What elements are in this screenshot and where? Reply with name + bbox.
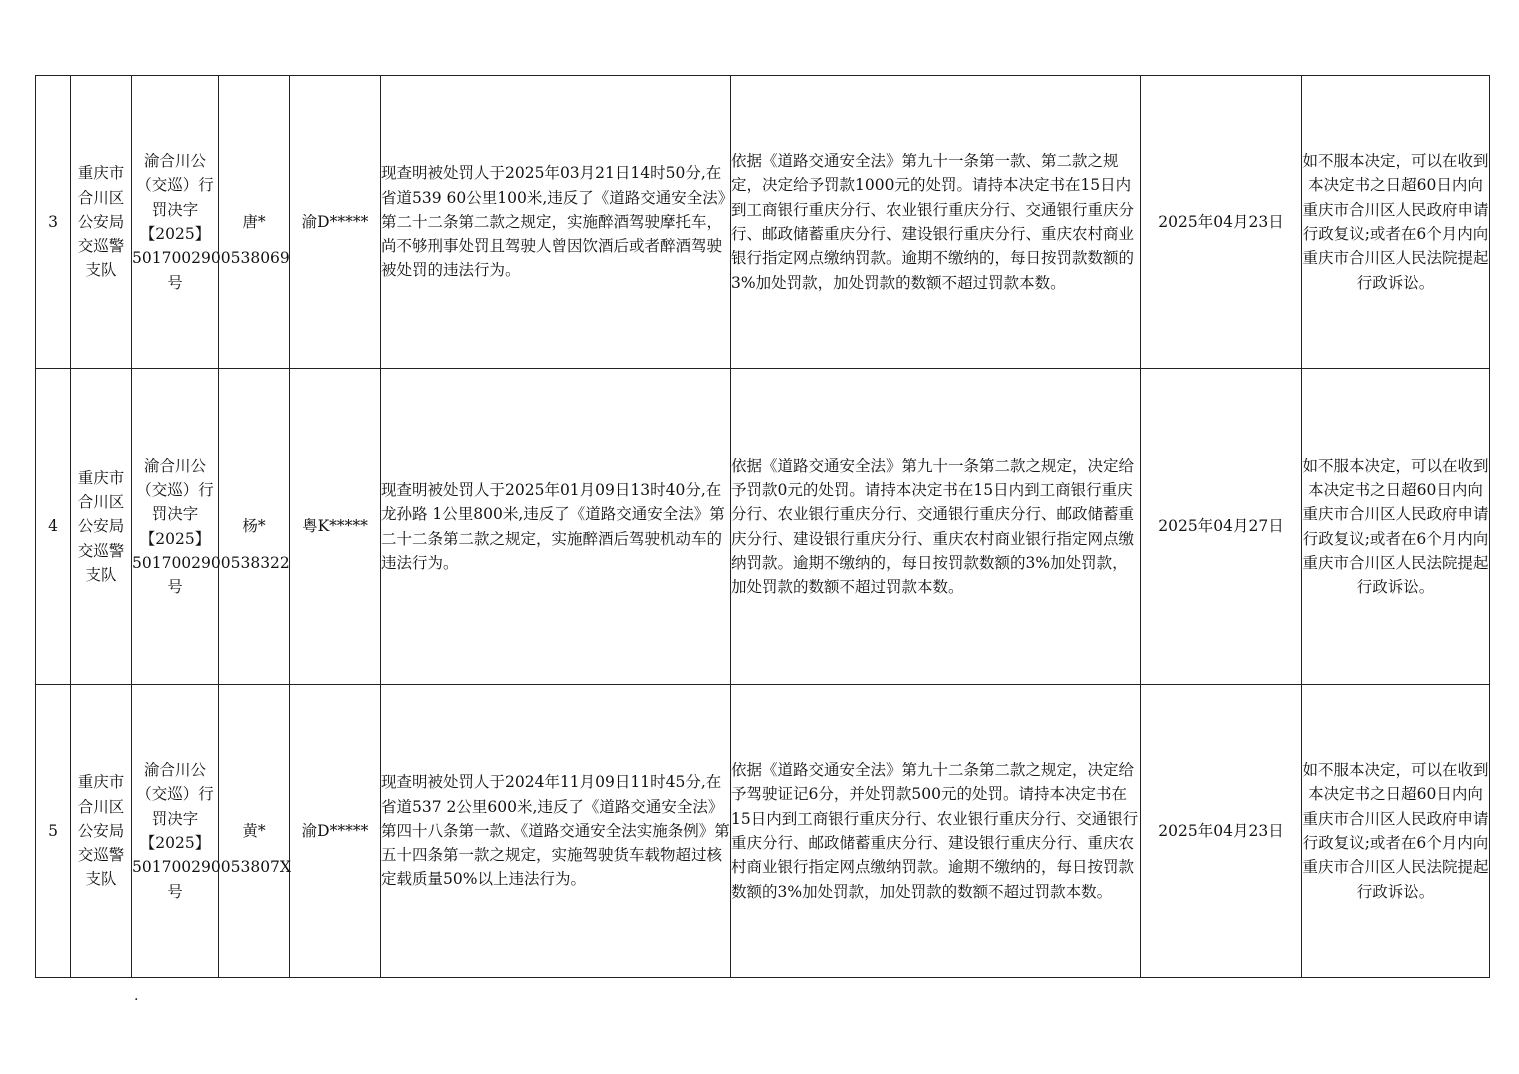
row-index: 5 bbox=[36, 685, 71, 978]
penalty-basis: 依据《道路交通安全法》第九十二条第二款之规定，决定给予驾驶证记6分，并处罚款500元的处罚。请持本决定书在15日内到工商银行重庆分行、农业银行重庆分行、交通银行重庆分行、邮政储蓄重庆分行、建设银行重庆分行、重庆农村商业银行指定网点缴纳罚款。逾期不缴纳的，每日按罚款数额的3%加处罚款，加处罚款的数额不超过罚款本数。 bbox=[731, 685, 1141, 978]
plate-number: 渝D***** bbox=[290, 685, 381, 978]
agency-name: 重庆市合川区公安局交巡警支队 bbox=[71, 685, 132, 978]
legal-remedy: 如不服本决定，可以在收到本决定书之日超60日内向重庆市合川区人民政府申请行政复议;或者在6个月内向重庆市合川区人民法院提起行政诉讼。 bbox=[1302, 76, 1490, 369]
legal-remedy: 如不服本决定，可以在收到本决定书之日超60日内向重庆市合川区人民政府申请行政复议;或者在6个月内向重庆市合川区人民法院提起行政诉讼。 bbox=[1302, 369, 1490, 685]
decision-date: 2025年04月23日 bbox=[1141, 685, 1302, 978]
row-index: 4 bbox=[36, 369, 71, 685]
row-index: 3 bbox=[36, 76, 71, 369]
footer-dot: . bbox=[134, 988, 139, 1004]
decision-date: 2025年04月23日 bbox=[1141, 76, 1302, 369]
penalty-basis: 依据《道路交通安全法》第九十一条第二款之规定，决定给予罚款0元的处罚。请持本决定书在15日内到工商银行重庆分行、农业银行重庆分行、交通银行重庆分行、邮政储蓄重庆分行、建设银行重庆分行、重庆农村商业银行指定网点缴纳罚款。逾期不缴纳的，每日按罚款数额的3%加处罚款，加处罚款的数额不超过罚款本数。 bbox=[731, 369, 1141, 685]
party-name: 杨* bbox=[219, 369, 290, 685]
legal-remedy: 如不服本决定，可以在收到本决定书之日超60日内向重庆市合川区人民政府申请行政复议;或者在6个月内向重庆市合川区人民法院提起行政诉讼。 bbox=[1302, 685, 1490, 978]
decision-date: 2025年04月27日 bbox=[1141, 369, 1302, 685]
plate-number: 粤K***** bbox=[290, 369, 381, 685]
violation-facts: 现查明被处罚人于2025年01月09日13时40分,在龙孙路 1公里800米,违反了《道路交通安全法》第二十二条第二款之规定，实施醉酒后驾驶机动车的违法行为。 bbox=[381, 369, 731, 685]
table-row bbox=[36, 369, 1490, 685]
decision-number: 渝合川公（交巡）行罚决字【2025】501700290053807X号 bbox=[132, 685, 219, 978]
penalty-basis: 依据《道路交通安全法》第九十一条第一款、第二款之规定，决定给予罚款1000元的处罚。请持本决定书在15日内到工商银行重庆分行、农业银行重庆分行、交通银行重庆分行、邮政储蓄重庆分行、建设银行重庆分行、重庆农村商业银行指定网点缴纳罚款。逾期不缴纳的，每日按罚款数额的3%加处罚款，加处罚款的数额不超过罚款本数。 bbox=[731, 76, 1141, 369]
table-row bbox=[36, 76, 1490, 369]
violation-facts: 现查明被处罚人于2025年03月21日14时50分,在省道539 60公里100米,违反了《道路交通安全法》第二十二条第二款之规定，实施醉酒驾驶摩托车，尚不够刑事处罚且驾驶人曾因饮酒后或者醉酒驾驶被处罚的违法行为。 bbox=[381, 76, 731, 369]
violation-facts: 现查明被处罚人于2024年11月09日11时45分,在省道537 2公里600米,违反了《道路交通安全法》第四十八条第一款、《道路交通安全法实施条例》第五十四条第一款之规定，实施驾驶货车载物超过核定载质量50%以上违法行为。 bbox=[381, 685, 731, 978]
decision-number: 渝合川公（交巡）行罚决字【2025】5017002900538322号 bbox=[132, 369, 219, 685]
decision-number: 渝合川公（交巡）行罚决字【2025】5017002900538069号 bbox=[132, 76, 219, 369]
agency-name: 重庆市合川区公安局交巡警支队 bbox=[71, 369, 132, 685]
penalty-table bbox=[35, 75, 1490, 978]
table-row bbox=[36, 685, 1490, 978]
party-name: 黄* bbox=[219, 685, 290, 978]
agency-name: 重庆市合川区公安局交巡警支队 bbox=[71, 76, 132, 369]
plate-number: 渝D***** bbox=[290, 76, 381, 369]
party-name: 唐* bbox=[219, 76, 290, 369]
